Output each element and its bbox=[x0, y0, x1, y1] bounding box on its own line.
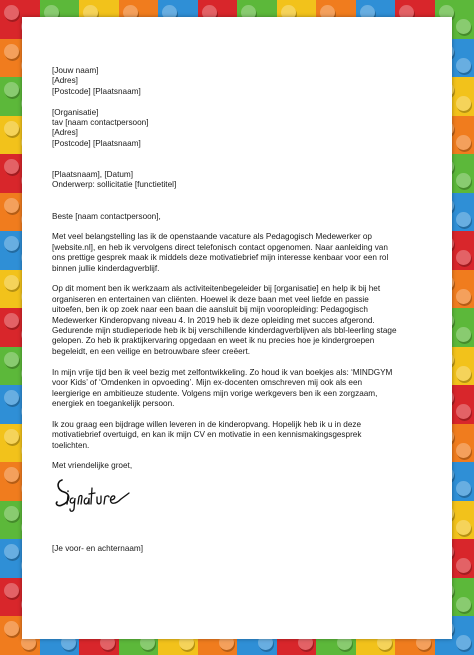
paragraph-experience: Op dit moment ben ik werkzaam als activiteitenbegeleider bij [organisatie] en help ik bij het organiseren en entertainen van cliënten. Hoewel ik deze baan met veel liefde en passie uitoefen, ben ik op zoek naar een baan die aansluit bij mijn vooropleiding: Pedagogisch Medewerker Kinderopvang niveau 4. In 2019 heb ik deze opleiding met succes afgerond. Gedurende mijn studieperiode heb ik bij verschillende kinderdagverblijven als bbl-leerling stage gelopen. Zo heb ik praktijkervaring opgedaan en weet ik nu precies hoe je kindergroepen begeleidt, en een veilige en betrouwbare sfeer creëert. bbox=[52, 284, 397, 356]
date-subject bbox=[52, 170, 410, 191]
sender-name: [Jouw naam] bbox=[52, 66, 99, 75]
paragraph-closing: Ik zou graag een bijdrage willen leveren in de kinderopvang. Hopelijk heb ik u in deze motivatiebrief overtuigd, en kan ik mijn CV en motivatie in een kennismakingsgesprek toelichten. bbox=[52, 419, 362, 450]
recipient-address bbox=[52, 108, 410, 150]
sender-city: [Postcode] [Plaatsnaam] bbox=[52, 86, 141, 96]
sender-address bbox=[52, 66, 410, 97]
recipient-city: [Postcode] [Plaatsnaam] bbox=[52, 138, 141, 148]
paragraph-intro: Met veel belangstelling las ik de openstaande vacature als Pedagogisch Medewerker op [website.nl], en heb ik vervolgens direct telefonisch contact opgenomen. Naar aanleiding van ons prettige gesprek maak ik middels deze motivatiebrief mijn interesse kenbaar voor een rol binnen jullie kinderdagverblijf. bbox=[52, 232, 389, 273]
place-date: [Plaatsnaam], [Datum] bbox=[52, 170, 133, 180]
recipient-street: [Adres] bbox=[52, 128, 78, 138]
paragraph-personal: In mijn vrije tijd ben ik veel bezig met zelfontwikkeling. Zo houd ik van boekjes als: ‘MINDGYM voor Kids’ of ‘Omdenken in opvoeding’. Mijn ex-docenten omschreven mij ook als een leergierige en ambitieuze studente. Volgens mijn vorige werkgevers ben ik een zorgzaam, energiek en toegankelijk persoon. bbox=[52, 367, 393, 408]
sender-street: [Adres] bbox=[52, 76, 78, 86]
handwritten-signature bbox=[54, 474, 132, 514]
closing-greeting: Met vriendelijke groet, bbox=[52, 461, 133, 471]
subject-line: Onderwerp: sollicitatie [functietitel] bbox=[52, 180, 177, 190]
recipient-organisation: [Organisatie] bbox=[52, 107, 99, 117]
letter-content bbox=[52, 66, 410, 482]
sender-full-name: [Je voor- en achternaam] bbox=[52, 544, 144, 553]
salutation: Beste [naam contactpersoon], bbox=[52, 211, 161, 221]
recipient-contact: tav [naam contactpersoon] bbox=[52, 118, 149, 128]
